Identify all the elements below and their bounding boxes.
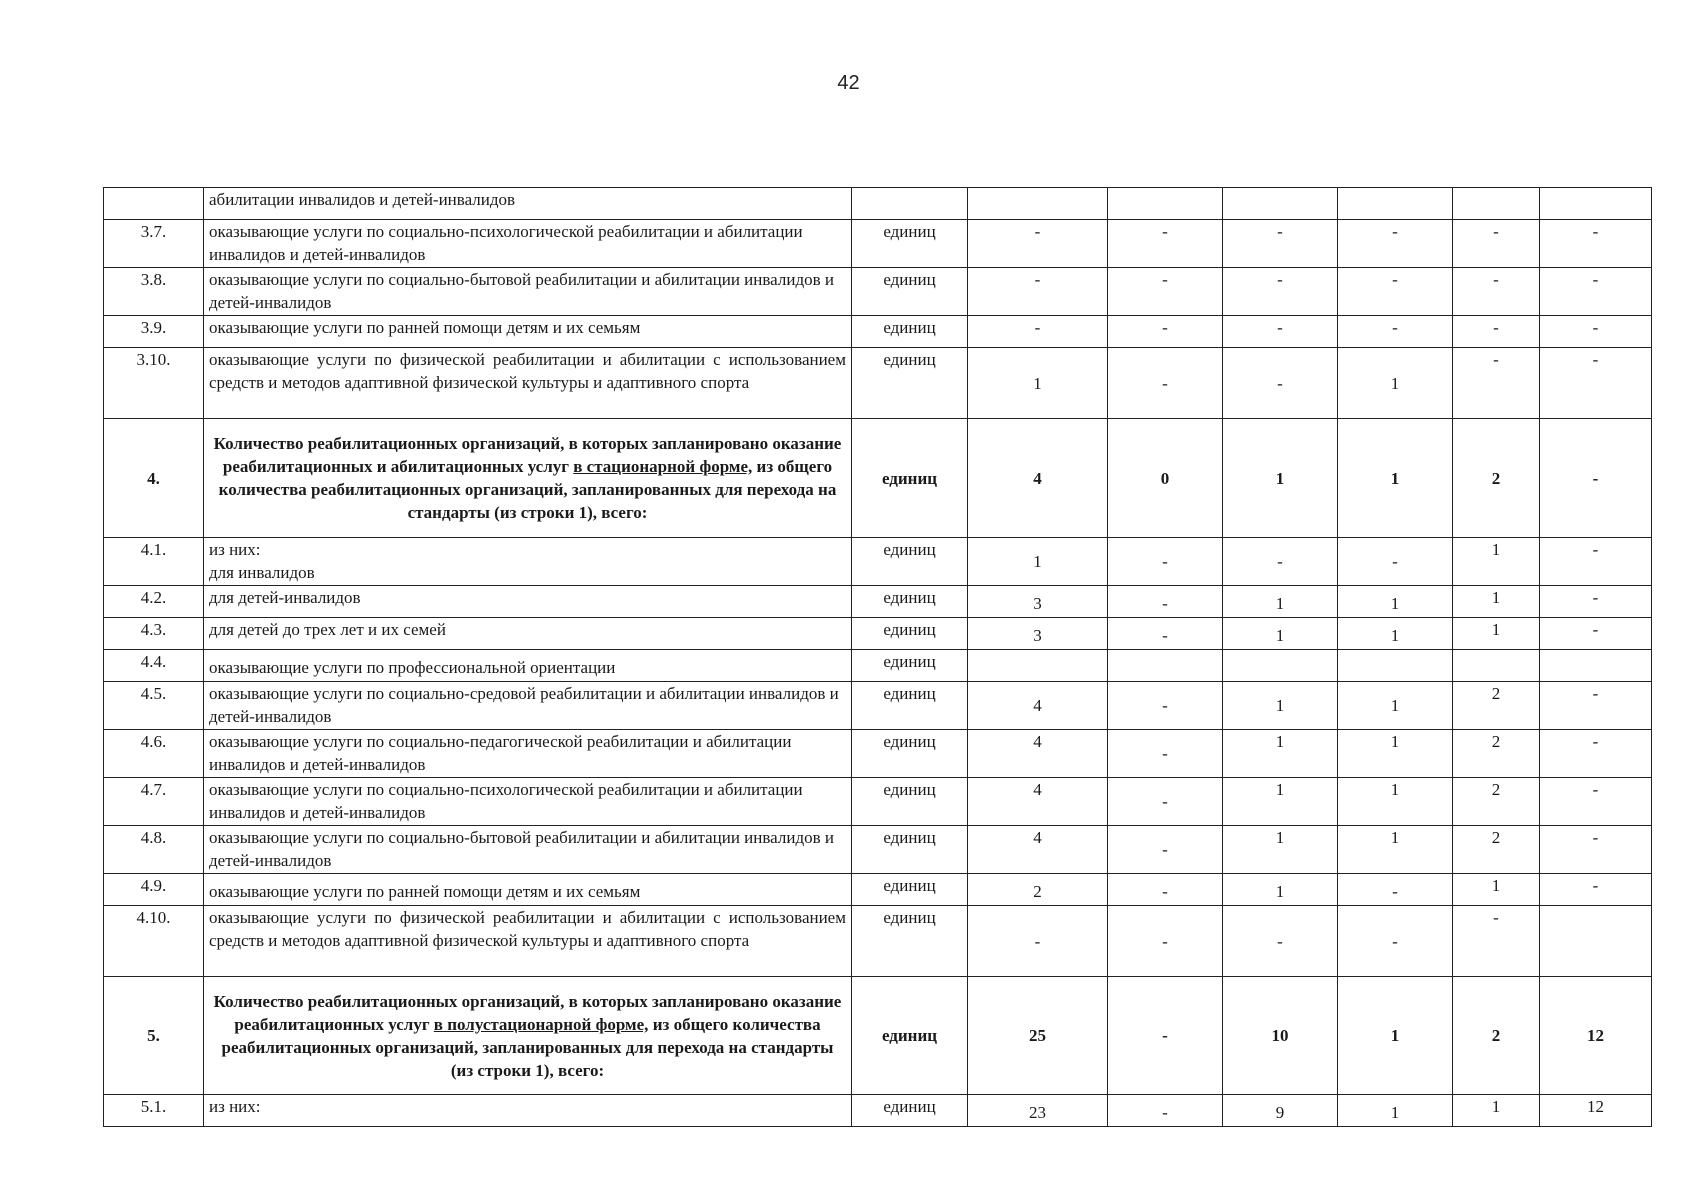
row-unit: единиц <box>852 316 968 348</box>
value-cell: 1 <box>1338 778 1453 826</box>
row-description: оказывающие услуги по физической реабилитации и абилитации с использованием средств и методов адаптивной физической культуры и адаптивного спорта <box>204 906 852 977</box>
row-number: 4.1. <box>104 538 204 586</box>
row-number: 4.6. <box>104 730 204 778</box>
value-cell: 2 <box>1453 682 1540 730</box>
row-unit: единиц <box>852 778 968 826</box>
row-description: оказывающие услуги по физической реабилитации и абилитации с использованием средств и методов адаптивной физической культуры и адаптивного спорта <box>204 348 852 419</box>
value-cell: 1 <box>1223 730 1338 778</box>
value-cell: 2 <box>1453 778 1540 826</box>
value-cell: 4 <box>968 682 1108 730</box>
value-cell: 1 <box>1223 778 1338 826</box>
table-row <box>104 874 1652 906</box>
value-cell: 1 <box>1453 586 1540 618</box>
value-cell: - <box>1108 618 1223 650</box>
value-cell: 12 <box>1540 1095 1652 1127</box>
value-cell: 2 <box>968 874 1108 906</box>
table-row <box>104 730 1652 778</box>
row-description: для детей-инвалидов <box>204 586 852 618</box>
table-row <box>104 538 1652 586</box>
value-cell: 23 <box>968 1095 1108 1127</box>
row-description: оказывающие услуги по социально-бытовой реабилитации и абилитации инвалидов и детей-инвалидов <box>204 826 852 874</box>
value-cell: - <box>1540 538 1652 586</box>
value-cell: - <box>1108 220 1223 268</box>
row-number: 5. <box>104 977 204 1095</box>
row-number: 4.8. <box>104 826 204 874</box>
value-cell: - <box>1108 778 1223 826</box>
row-unit: единиц <box>852 906 968 977</box>
value-cell: - <box>1540 730 1652 778</box>
row-unit: единиц <box>852 538 968 586</box>
value-cell: - <box>1223 220 1338 268</box>
value-cell <box>1223 650 1338 682</box>
value-cell: 1 <box>968 348 1108 419</box>
value-cell: - <box>1108 316 1223 348</box>
desc-part: из общего количества реабилитационных организаций, запланированных для перехода на стандарты (из строки 1), всего: <box>218 457 837 522</box>
desc-part: Количество реабилитационных организаций, в которых запланировано оказание реабилитационных и абилитационных услуг <box>213 434 842 476</box>
value-cell: - <box>1223 268 1338 316</box>
table-row <box>104 348 1652 419</box>
row-number: 4.10. <box>104 906 204 977</box>
value-cell: - <box>968 268 1108 316</box>
value-cell: 1 <box>1223 586 1338 618</box>
row-number: 4.9. <box>104 874 204 906</box>
table-row <box>104 188 1652 220</box>
value-cell: 1 <box>1338 419 1453 538</box>
row-number: 4.5. <box>104 682 204 730</box>
value-cell: - <box>1540 874 1652 906</box>
value-cell: 1 <box>1453 618 1540 650</box>
value-cell: 1 <box>1338 1095 1453 1127</box>
desc-underlined: в стационарной форме, <box>573 457 753 476</box>
value-cell: 25 <box>968 977 1108 1095</box>
value-cell: 2 <box>1453 730 1540 778</box>
value-cell: - <box>1540 826 1652 874</box>
row-description: оказывающие услуги по социально-психологической реабилитации и абилитации инвалидов и детей-инвалидов <box>204 220 852 268</box>
value-cell: - <box>1453 220 1540 268</box>
value-cell: 1 <box>1223 682 1338 730</box>
row-unit <box>852 188 968 220</box>
row-number: 4.7. <box>104 778 204 826</box>
value-cell: 2 <box>1453 826 1540 874</box>
value-cell: 1 <box>1338 826 1453 874</box>
row-number: 3.9. <box>104 316 204 348</box>
row-number: 4. <box>104 419 204 538</box>
value-cell: - <box>1540 419 1652 538</box>
row-description: для детей до трех лет и их семей <box>204 618 852 650</box>
value-cell: 1 <box>1453 874 1540 906</box>
row-number: 3.7. <box>104 220 204 268</box>
value-cell: 10 <box>1223 977 1338 1095</box>
row-unit: единиц <box>852 1095 968 1127</box>
value-cell: - <box>1108 906 1223 977</box>
row-number: 3.10. <box>104 348 204 419</box>
row-unit: единиц <box>852 220 968 268</box>
table-row <box>104 220 1652 268</box>
value-cell: - <box>1338 220 1453 268</box>
value-cell: 1 <box>1338 586 1453 618</box>
value-cell: 2 <box>1453 977 1540 1095</box>
row-unit: единиц <box>852 682 968 730</box>
desc-part: из общего количества реабилитационных организаций, запланированных для перехода на стандарты (из строки 1), всего: <box>221 1014 834 1080</box>
value-cell: 3 <box>968 618 1108 650</box>
desc-underlined: в полустационарной форме, <box>433 1014 649 1034</box>
row-description: оказывающие услуги по ранней помощи детям и их семьям <box>204 874 852 906</box>
value-cell: 1 <box>1453 1095 1540 1127</box>
value-cell: 1 <box>1338 618 1453 650</box>
value-cell: - <box>1540 586 1652 618</box>
value-cell: - <box>1338 538 1453 586</box>
value-cell: 1 <box>1223 419 1338 538</box>
value-cell <box>1338 650 1453 682</box>
value-cell: - <box>1540 682 1652 730</box>
row-description <box>204 538 852 586</box>
row-unit: единиц <box>852 268 968 316</box>
value-cell: - <box>968 220 1108 268</box>
desc-line: из них: <box>209 540 261 559</box>
row-description: оказывающие услуги по социально-бытовой реабилитации и абилитации инвалидов и детей-инвалидов <box>204 268 852 316</box>
value-cell: 4 <box>968 826 1108 874</box>
row-description: абилитации инвалидов и детей-инвалидов <box>204 188 852 220</box>
value-cell: - <box>1108 538 1223 586</box>
table-row <box>104 1095 1652 1127</box>
row-unit: единиц <box>852 826 968 874</box>
value-cell <box>1338 188 1453 220</box>
row-unit: единиц <box>852 348 968 419</box>
row-description: оказывающие услуги по социально-психологической реабилитации и абилитации инвалидов и детей-инвалидов <box>204 778 852 826</box>
value-cell: - <box>1108 682 1223 730</box>
row-number: 4.3. <box>104 618 204 650</box>
value-cell: - <box>1108 730 1223 778</box>
value-cell <box>968 188 1108 220</box>
value-cell: 1 <box>1338 682 1453 730</box>
value-cell: - <box>1108 826 1223 874</box>
table-row <box>104 268 1652 316</box>
value-cell: 1 <box>1223 618 1338 650</box>
value-cell: 1 <box>1453 538 1540 586</box>
value-cell: - <box>1453 316 1540 348</box>
row-description: из них: <box>204 1095 852 1127</box>
value-cell: 1 <box>1223 826 1338 874</box>
row-unit: единиц <box>852 419 968 538</box>
value-cell: - <box>1338 874 1453 906</box>
value-cell: - <box>1108 348 1223 419</box>
table-row-section <box>104 977 1652 1095</box>
row-description <box>204 977 852 1095</box>
value-cell: - <box>1540 316 1652 348</box>
value-cell: 2 <box>1453 419 1540 538</box>
row-description: оказывающие услуги по профессиональной ориентации <box>204 650 852 682</box>
row-number: 4.2. <box>104 586 204 618</box>
table-row <box>104 586 1652 618</box>
value-cell <box>1223 188 1338 220</box>
value-cell: - <box>1108 874 1223 906</box>
value-cell <box>1453 188 1540 220</box>
data-table <box>103 187 1652 1127</box>
value-cell: - <box>1223 538 1338 586</box>
value-cell <box>1540 906 1652 977</box>
value-cell: - <box>1338 316 1453 348</box>
value-cell: - <box>1223 316 1338 348</box>
value-cell: 4 <box>968 730 1108 778</box>
row-number: 4.4. <box>104 650 204 682</box>
table-row <box>104 906 1652 977</box>
value-cell: 1 <box>1223 874 1338 906</box>
row-unit: единиц <box>852 586 968 618</box>
row-number: 3.8. <box>104 268 204 316</box>
value-cell: 9 <box>1223 1095 1338 1127</box>
value-cell: - <box>1223 348 1338 419</box>
value-cell: - <box>1540 348 1652 419</box>
value-cell: - <box>1540 778 1652 826</box>
value-cell: - <box>1108 586 1223 618</box>
row-unit: единиц <box>852 874 968 906</box>
value-cell: 1 <box>1338 977 1453 1095</box>
value-cell: 1 <box>968 538 1108 586</box>
value-cell: - <box>1540 618 1652 650</box>
value-cell: - <box>1223 906 1338 977</box>
table-row <box>104 682 1652 730</box>
value-cell <box>1540 188 1652 220</box>
table-row <box>104 650 1652 682</box>
value-cell <box>1453 650 1540 682</box>
value-cell: - <box>1338 268 1453 316</box>
value-cell <box>968 650 1108 682</box>
row-unit: единиц <box>852 730 968 778</box>
value-cell: - <box>1108 1095 1223 1127</box>
row-unit: единиц <box>852 618 968 650</box>
value-cell: - <box>1453 906 1540 977</box>
row-description: оказывающие услуги по социально-средовой реабилитации и абилитации инвалидов и детей-инвалидов <box>204 682 852 730</box>
table-row <box>104 826 1652 874</box>
value-cell: - <box>1108 977 1223 1095</box>
row-unit: единиц <box>852 977 968 1095</box>
page-number: 42 <box>837 72 860 94</box>
value-cell: 4 <box>968 419 1108 538</box>
table-row <box>104 618 1652 650</box>
value-cell: - <box>1453 268 1540 316</box>
value-cell: - <box>1453 348 1540 419</box>
value-cell: 1 <box>1338 348 1453 419</box>
value-cell: 4 <box>968 778 1108 826</box>
value-cell <box>1108 650 1223 682</box>
row-description: оказывающие услуги по социально-педагогической реабилитации и абилитации инвалидов и детей-инвалидов <box>204 730 852 778</box>
row-description <box>204 419 852 538</box>
value-cell: 3 <box>968 586 1108 618</box>
row-number <box>104 188 204 220</box>
table-row-section <box>104 419 1652 538</box>
table-row <box>104 778 1652 826</box>
value-cell <box>1540 650 1652 682</box>
row-unit: единиц <box>852 650 968 682</box>
value-cell: - <box>1108 268 1223 316</box>
value-cell: 0 <box>1108 419 1223 538</box>
value-cell: 1 <box>1338 730 1453 778</box>
row-number: 5.1. <box>104 1095 204 1127</box>
value-cell <box>1108 188 1223 220</box>
value-cell: 12 <box>1540 977 1652 1095</box>
table-row <box>104 316 1652 348</box>
row-description: оказывающие услуги по ранней помощи детям и их семьям <box>204 316 852 348</box>
value-cell: - <box>968 906 1108 977</box>
value-cell: - <box>1540 220 1652 268</box>
desc-line: для инвалидов <box>209 563 315 582</box>
value-cell: - <box>1338 906 1453 977</box>
desc-part: Количество реабилитационных организаций, в которых запланировано оказание реабилитационных услуг <box>213 991 842 1034</box>
value-cell: - <box>968 316 1108 348</box>
value-cell: - <box>1540 268 1652 316</box>
